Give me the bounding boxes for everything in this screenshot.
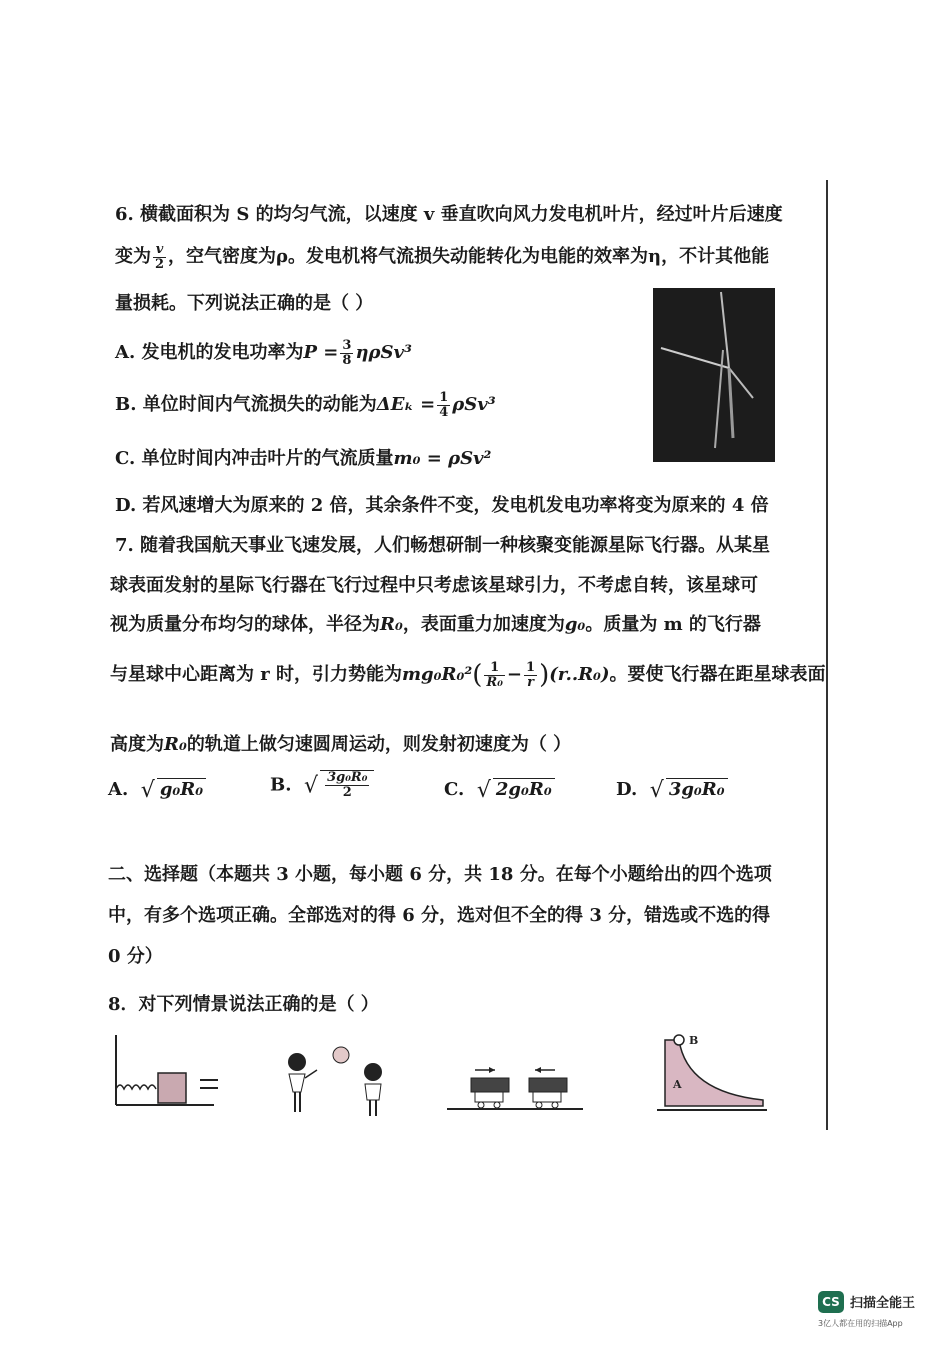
q6-line-3: 量损耗。下列说法正确的是（ ）	[115, 293, 374, 314]
q6-line-2: 变为 $\frac{v}{2}$ ，空气密度为ρ。发电机将气流损失动能转化为电能的效率为η，不计其他能	[115, 241, 770, 272]
q6-option-c: C. 单位时间内冲击叶片的气流质量m₀ = ρSv²	[115, 448, 492, 469]
q6-line-1: 6. 横截面积为 S 的均匀气流，以速度 v 垂直吹向风力发电机叶片，经过叶片后速度	[115, 204, 783, 225]
figure-spring-block	[112, 1035, 227, 1115]
wind-turbine-photo	[653, 288, 775, 462]
label-a: A	[673, 1078, 682, 1091]
q7-option-d: D. √ 3g₀R₀	[616, 778, 728, 803]
q7-line-3: 视为质量分布均匀的球体，半径为R₀，表面重力加速度为g₀。质量为 m 的飞行器	[110, 614, 761, 635]
q6-option-b: B. 单位时间内气流损失的动能为ΔEₖ = $\frac{1}{4}$ ρSv³	[115, 389, 496, 420]
fraction-v-over-2: $\frac{v}{2}$	[155, 241, 165, 272]
margin-line	[826, 180, 828, 1130]
q7-line-4: 与星球中心距离为 r 时，引力势能为mg₀R₀²( $\frac{1}{\text{R₀}}$ − $\frac{1}{r}$ )(r..R₀)。要使飞行器在距星球表面	[110, 659, 826, 690]
q8-line-1: 8．对下列情景说法正确的是（ ）	[108, 994, 379, 1015]
q7-option-a: A. √ g₀R₀	[108, 778, 206, 803]
q7-option-b: B. √ $\frac{\text{3g₀R₀}}{2}$	[270, 770, 374, 800]
section2-line-3: 0 分）	[108, 946, 163, 967]
q7-line-5: 高度为R₀的轨道上做匀速圆周运动，则发射初速度为（ ）	[110, 734, 572, 755]
figure-two-carts	[445, 1062, 585, 1122]
q7-line-2: 球表面发射的星际飞行器在飞行过程中只考虑该星球引力，不考虑自转，该星球可	[110, 575, 758, 596]
brand-name: 扫描全能王	[850, 1296, 916, 1311]
q7-line-1: 7. 随着我国航天事业飞速发展，人们畅想研制一种核聚变能源星际飞行器。从某星	[115, 535, 771, 556]
camscanner-logo: CS	[818, 1291, 844, 1313]
q6-option-a: A. 发电机的发电功率为P = $\frac{3}{8}$ ηρSv³	[115, 337, 412, 368]
q7-option-c: C. √ 2g₀R₀	[444, 778, 555, 803]
figure-curved-block	[655, 1030, 770, 1120]
q6-option-d: D. 若风速增大为原来的 2 倍，其余条件不变，发电机发电功率将变为原来的 4 倍	[115, 495, 769, 516]
section2-line-2: 中，有多个选项正确。全部选对的得 6 分，选对但不全的得 3 分，错选或不选的得	[108, 905, 771, 926]
figure-girls-ball	[275, 1040, 395, 1125]
section2-line-1: 二、选择题（本题共 3 小题，每小题 6 分，共 18 分。在每个小题给出的四个选项	[108, 864, 772, 885]
brand-tagline: 3亿人都在用的扫描App	[818, 1319, 903, 1328]
label-b: B	[689, 1034, 699, 1047]
